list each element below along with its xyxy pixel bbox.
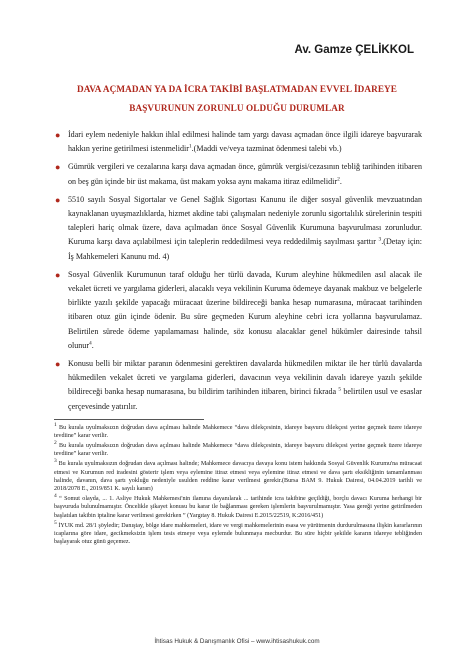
footnote bbox=[54, 421, 422, 441]
footnote-ref[interactable]: 2 bbox=[337, 175, 340, 182]
footnote bbox=[54, 519, 423, 547]
list-item bbox=[54, 357, 422, 414]
footnote-ref[interactable]: 5 bbox=[338, 386, 342, 393]
footnote-ref[interactable]: 1 bbox=[188, 143, 192, 150]
bullet-icon: ● bbox=[55, 194, 61, 205]
bullet-icon: ● bbox=[55, 359, 61, 370]
footnote-text: Bu kurala uyulmaksızın doğrudan dava açılması halinde Mahkemece “dava dilekçesinin, idareye başvuru dilekçesi yerine geçmek üzere idareye tevdiine” karar verilir. bbox=[54, 425, 422, 440]
document-title: DAVA AÇMADAN YA DA İCRA TAKİBİ BAŞLATMADAN EVVEL İDAREYE BAŞVURUNUN ZORUNLU OLDUĞU DURUMLAR bbox=[76, 84, 398, 113]
bullet-tail: . bbox=[339, 176, 342, 186]
footnote-number: 2 bbox=[54, 440, 57, 447]
list-item bbox=[54, 193, 422, 264]
bullet-icon: ● bbox=[55, 269, 61, 280]
list-item bbox=[54, 268, 422, 353]
footnote-number: 5 bbox=[54, 519, 57, 526]
list-item bbox=[54, 128, 422, 156]
footnote bbox=[54, 460, 422, 493]
footnote-number: 4 bbox=[54, 493, 57, 500]
footnote-ref[interactable]: 4 bbox=[89, 340, 92, 347]
footnote-text: Bu kurala uyulmaksızın doğrudan dava açılması halinde Mahkemece “dava dilekçesinin, idareye başvuru dilekçesi yerine geçmek üzere idareye tevdiine” karar verilir. bbox=[54, 443, 422, 458]
footnote-ref[interactable]: 3 bbox=[378, 236, 382, 243]
list-item bbox=[54, 160, 422, 188]
footnote-number: 1 bbox=[54, 421, 57, 428]
bullet-icon: ● bbox=[55, 162, 61, 173]
footnote bbox=[54, 495, 422, 520]
footnote-text: “ Somut olayda, ... 1. Asliye Hukuk Mahkemesi'nin ilamına dayanılarak ... tarihinde icra takibine geçildiği, borçlu davacı Kuruma herhangi bir başvuruda bulunulmamıştır. Öncelikle şikayet konusu bu karar ile bağlanması gereken işlemlerin başvurulmamıştır. Yasa gereği yerine getirilmeden başlatılan takibin iptaline karar verilmesi gerekirken ” (Yargıtay 8. Hukuk Dairesi E.2015/22519, K:2016/451) bbox=[54, 496, 422, 519]
page-footer: İhtisas Hukuk & Danışmanlık Ofisi – www.ihtisashukuk.com bbox=[154, 638, 320, 645]
footnote-text: Bu kurala uyulmaksızın doğrudan dava açılması halinde; Mahkemece davacıya davaya konu istem hakkında Sosyal Güvenlik Kurumu'na müracaat etmesi ve Kurumun red iradesini gösterir işlem veya eylemine itiraz etmesi veya eylemine itiraz etmesi ve dava şartı eksikliğinin tamamlanması halinde, davanın, dava şartı yokluğu nedeniyle usulden reddine karar verilmesi gerekir.(Bursa BAM 9. Hukuk Dairesi, 04.04.2019 tarihli ve 2018/2078 E., 2019/851 K. sayılı kararı) bbox=[54, 461, 422, 493]
bullet-text: Gümrük vergileri ve cezalarına karşı dava açmadan önce, gümrük vergisi/cezasının tebliğ tarihinden itibaren on beş gün içinde bir üst makama, üst makam yoksa aynı makama itiraz edilmelidir bbox=[68, 162, 422, 186]
bullet-text: Sosyal Güvenlik Kurumunun taraf olduğu her türlü davada, Kurum aleyhine hükmedilen asıl alacak ile vekalet ücreti ve yargılama giderleri, alacaklı veya vekilinin Kuruma ödemeye dayanak makbuz ve belgelerle birlikte yazılı şekilde yapacağı müracaat üzerine bildireceği banka hesap numarasına, müracaat tarihinden itibaren otuz gün içinde ödenir. Bu süre geçmeden Kurum aleyhine cebri icra yollarına başvurulamaz. Belirtilen sürede ödeme yapılamaması halinde, söz konusu alacaklar genel hükümler dairesinde tahsil olunur bbox=[68, 269, 422, 350]
footnote-divider bbox=[54, 419, 204, 420]
bullet-tail: .(Maddi ve/veya tazminat ödenmesi talebi vb.) bbox=[191, 144, 342, 154]
bullet-text: İdari eylem nedeniyle hakkın ihlal edilmesi halinde tam yargı davası açmadan önce ilgili idareye başvurarak hakkın yerine getirilmesi istenmelidir bbox=[68, 130, 422, 154]
bullet-tail: belirtilen usul ve esaslar çerçevesinde yatırılır. bbox=[68, 387, 422, 411]
author-name: Av. Gamze ÇELİKKOL bbox=[294, 44, 414, 56]
bullet-tail: .(Detay için: İş Mahkemeleri Kanunu md. 4) bbox=[68, 237, 423, 261]
bullet-list bbox=[54, 128, 422, 418]
footnote-text: İYUK md. 28/1 şöyledir; Danıştay, bölge idare mahkemeleri, idare ve vergi mahkemelerinin esasa ve yürütmenin durdurulmasına ilişkin kararlarının icaplarına göre idare, gecikmeksizin işlem tesis etmeye veya eylemde bulunmaya mecburdur. Bu süre hiçbir şekilde kararın idareye tebliğinden başlayarak otuz günü geçemez. bbox=[54, 522, 423, 546]
bullet-text: 5510 sayılı Sosyal Sigortalar ve Genel Sağlık Sigortası Kanunu ile diğer sosyal güvenlik mevzuatından kaynaklanan uyuşmazlıklarda, hizmet akdine tabi çalışmaları nedeniyle zorunlu sigortalılık sürelerinin tespiti talepleri hariç olmak üzere, dava açılmadan önce Sosyal Güvenlik Kurumuna başvurulması zorunludur. Kuruma karşı dava açılabilmesi için taleplerin reddedilmesi veya reddedilmiş sayılması şarttır bbox=[68, 194, 422, 247]
footnote bbox=[54, 442, 422, 459]
bullet-text: Konusu belli bir miktar paranın ödenmesini gerektiren davalarda hükmedilen miktar ile her türlü davalarda hükmedilen vekalet ücreti ve yargılama giderleri, davacının veya vekilinin davalı idareye yazılı şekilde bildireceği banka hesap numarasına, bu bildirim tarihinden itibaren, birinci fıkrada bbox=[68, 359, 422, 397]
bullet-icon: ● bbox=[55, 130, 61, 140]
bullet-tail: . bbox=[91, 340, 94, 350]
footnote-list bbox=[54, 421, 423, 548]
footnote-number: 3 bbox=[54, 458, 57, 465]
